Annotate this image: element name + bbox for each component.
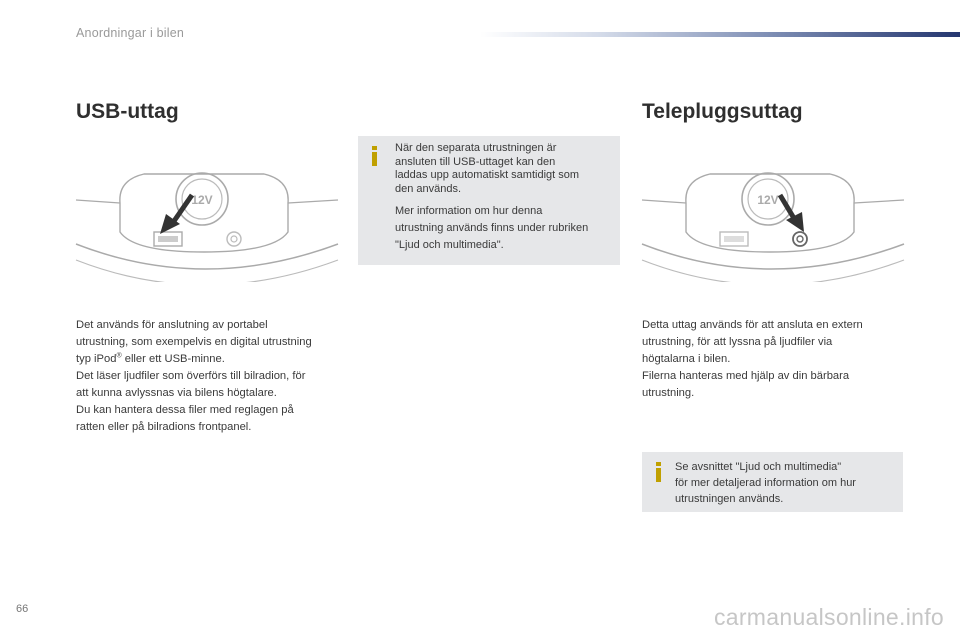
usb-info-text: När den separata utrustningen är ansluten till USB-uttaget kan den laddas upp automatiskt samtidigt som den används. Mer information om hur denna utrustning används finns under rubriken "Ljud och multimedia". [395,142,589,251]
jack-socket-illustration [640,162,906,282]
header-gradient-bar [480,32,960,37]
jack-12v-socket-label: 12V [757,193,779,207]
chapter-title: Anordningar i bilen [76,26,185,40]
jack-description: Detta uttag används för att ansluta en extern utrustning, för att lyssna på ljudfiler via högtalarna i bilen. Filerna hanteras med hjälp av din bärbara utrustning. [642,319,863,399]
usb-description: Det används för anslutning av portabel utrustning, som exempelvis en digital utrustning typ iPod® eller ett USB-minne. Det läser ljudfiler som överförs till bilradion, för att kunna avlyssnas via bilens högtalare. Du kan hantera dessa filer med reglagen på ratten eller på bilradions frontpanel. [76,319,312,433]
jack-info-box [642,452,903,512]
usb-port-illustration [74,162,340,282]
usb-info-box [358,136,620,265]
jack-section-title: Telepluggsuttag [642,100,803,123]
page-number: 66 [16,603,29,615]
watermark: carmanualsonline.info [713,604,944,630]
usb-12v-socket-label: 12V [191,193,213,207]
usb-section-title: USB-uttag [76,100,179,123]
jack-info-text: Se avsnittet "Ljud och multimedia" för mer detaljerad information om hur utrustningen används. [675,461,856,505]
